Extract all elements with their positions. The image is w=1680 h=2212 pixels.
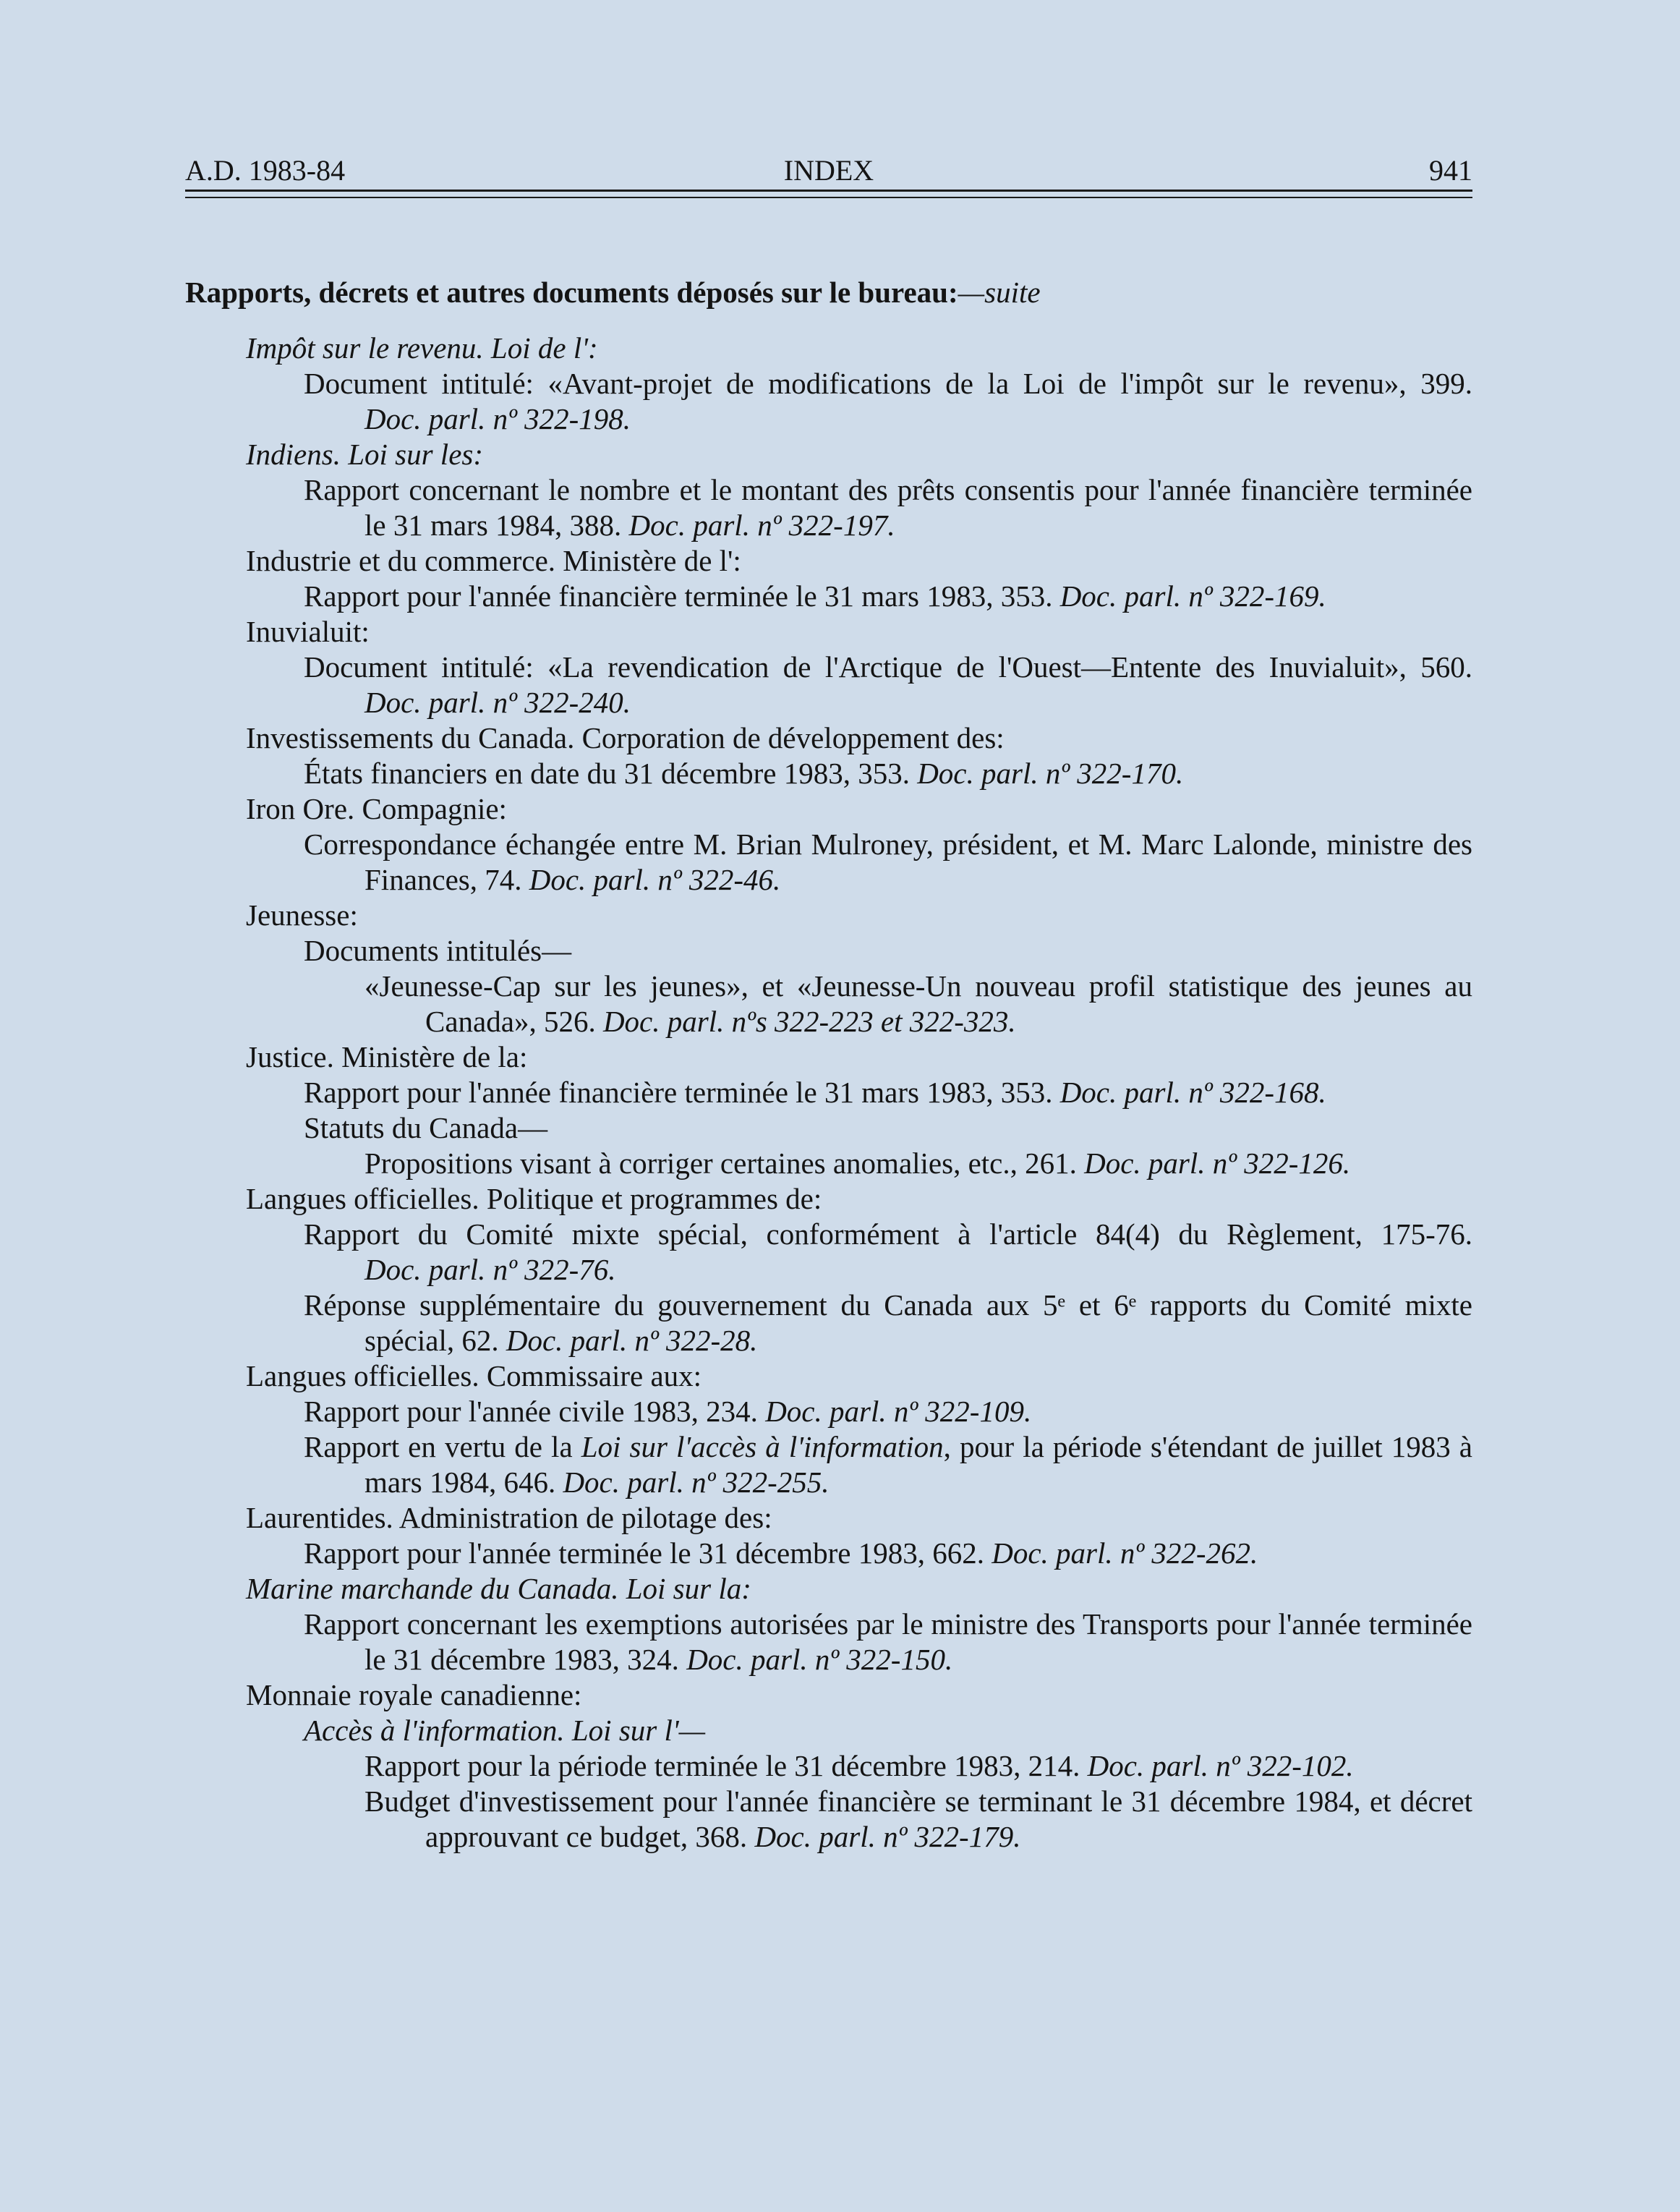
doc-reference: Doc. parl. nº 322-170.: [917, 757, 1184, 790]
entry-text: Monnaie royale canadienne:: [246, 1678, 582, 1711]
doc-reference: Doc. parl. nº 322-168.: [1059, 1076, 1326, 1109]
index-entry: [185, 1075, 1472, 1110]
index-entry: [185, 1571, 1472, 1607]
index-entry: [185, 366, 1472, 437]
entry-text: Rapport pour l'année civile 1983, 234.: [304, 1395, 758, 1428]
entry-text: Propositions visant à corriger certaines anomalies, etc., 261.: [364, 1147, 1077, 1180]
entry-text: Documents intitulés—: [304, 934, 572, 967]
entry-text: Langues officielles. Commissaire aux:: [246, 1359, 702, 1392]
entry-text: Budget d'investissement pour l'année financière se terminant le 31 décembre 1984, et décret approuvant ce budget, 368.: [364, 1785, 1472, 1853]
index-entry: [185, 898, 1472, 933]
header-rule-bottom: [185, 197, 1472, 198]
doc-reference: Doc. parl. nº 322-102.: [1087, 1749, 1354, 1782]
entry-text: Rapport pour l'année financière terminée le 31 mars 1983, 353.: [304, 1076, 1053, 1109]
index-entry: [185, 933, 1472, 969]
entry-text: Document intitulé: «La revendication de l'Arctique de l'Ouest—Entente des Inuvialuit», 560.: [304, 650, 1472, 684]
index-entry: [185, 1713, 1472, 1748]
entry-text: Marine marchande du Canada. Loi sur la:: [246, 1572, 751, 1605]
index-entry: [185, 1607, 1472, 1677]
entry-text-italic: Loi sur l'accès à l'information: [581, 1430, 944, 1463]
index-entry: [185, 1288, 1472, 1358]
index-entry: [185, 1039, 1472, 1075]
index-entries: [185, 331, 1472, 1855]
doc-reference: Doc. parl. nº 322-126.: [1084, 1147, 1351, 1180]
index-body: [185, 275, 1472, 1855]
index-entry: [185, 543, 1472, 579]
doc-reference: Doc. parl. nºs 322-223 et 322-323.: [602, 1005, 1016, 1038]
doc-reference: Doc. parl. nº 322-197.: [628, 509, 895, 542]
doc-reference: Doc. parl. nº 322-198.: [364, 402, 631, 435]
entry-text: Indiens. Loi sur les:: [246, 438, 483, 471]
entry-text: , pour la période s'étendant de juillet 1983 à mars 1984, 646.: [364, 1430, 1472, 1499]
index-entry: [185, 650, 1472, 720]
index-entry: [185, 1358, 1472, 1394]
index-entry: [185, 827, 1472, 898]
doc-reference: Doc. parl. nº 322-28.: [506, 1324, 758, 1357]
doc-reference: Doc. parl. nº 322-109.: [765, 1395, 1032, 1428]
index-entry: [185, 579, 1472, 614]
entry-text: Rapport pour l'année terminée le 31 décembre 1983, 662.: [304, 1536, 984, 1570]
doc-reference: Doc. parl. nº 322-255.: [563, 1466, 830, 1499]
entry-text: Inuvialuit:: [246, 615, 370, 648]
entry-text: Laurentides. Administration de pilotage des:: [246, 1501, 772, 1534]
entry-text: Accès à l'information. Loi sur l'—: [304, 1714, 706, 1747]
running-head: [185, 150, 1472, 191]
index-entry: [185, 437, 1472, 472]
entry-text: Rapport pour l'année financière terminée le 31 mars 1983, 353.: [304, 579, 1053, 613]
index-entry: [185, 720, 1472, 756]
doc-reference: Doc. parl. nº 322-262.: [992, 1536, 1258, 1570]
doc-reference: Doc. parl. nº 322-169.: [1059, 579, 1326, 613]
header-rule-top: [185, 190, 1472, 192]
index-entry: [185, 614, 1472, 650]
entry-text: Rapport concernant les exemptions autorisées par le ministre des Transports pour l'année terminée le 31 décembre 1983, 324.: [304, 1607, 1472, 1676]
entry-text: Rapport pour la période terminée le 31 décembre 1983, 214.: [364, 1749, 1080, 1782]
index-entry: [185, 1146, 1472, 1181]
entry-text: Rapport du Comité mixte spécial, conformément à l'article 84(4) du Règlement, 175-76.: [304, 1217, 1472, 1251]
entry-text: Rapport concernant le nombre et le montant des prêts consentis pour l'année financière terminée le 31 mars 1984, 388.: [304, 473, 1472, 542]
entry-text: «Jeunesse-Cap sur les jeunes», et «Jeunesse-Un nouveau profil statistique des jeunes au Canada», 526.: [364, 969, 1472, 1038]
entry-text: Statuts du Canada—: [304, 1111, 548, 1144]
entry-text: Investissements du Canada. Corporation de développement des:: [246, 721, 1005, 754]
doc-reference: Doc. parl. nº 322-240.: [364, 686, 631, 719]
index-entry: [185, 791, 1472, 827]
index-entry: [185, 472, 1472, 543]
section-heading: [185, 275, 1472, 310]
index-entry: [185, 1217, 1472, 1288]
index-entry: [185, 1536, 1472, 1571]
entry-text: Correspondance échangée entre M. Brian Mulroney, président, et M. Marc Lalonde, ministre des Finances, 74.: [304, 828, 1472, 896]
index-entry: [185, 1394, 1472, 1429]
doc-reference: Doc. parl. nº 322-179.: [754, 1820, 1021, 1853]
header-year: A.D. 1983-84: [185, 154, 346, 187]
section-heading-suffix: —suite: [958, 276, 1041, 309]
entry-text: Impôt sur le revenu. Loi de l':: [246, 331, 598, 365]
header-title: INDEX: [783, 154, 874, 187]
entry-text: Jeunesse:: [246, 898, 358, 932]
index-entry: [185, 1429, 1472, 1500]
entry-text: Document intitulé: «Avant-projet de modifications de la Loi de l'impôt sur le revenu», 399.: [304, 367, 1472, 400]
entry-text: Industrie et du commerce. Ministère de l':: [246, 544, 741, 577]
index-entry: [185, 1748, 1472, 1784]
index-entry: [185, 969, 1472, 1039]
index-entry: [185, 1181, 1472, 1217]
entry-text: Réponse supplémentaire du gouvernement du Canada aux 5ᵉ et 6ᵉ rapports du Comité mixte spécial, 62.: [304, 1288, 1472, 1357]
entry-text: Iron Ore. Compagnie:: [246, 792, 507, 825]
entry-text: Rapport en vertu de la: [304, 1430, 581, 1463]
index-entry: [185, 1500, 1472, 1536]
doc-reference: Doc. parl. nº 322-76.: [364, 1253, 616, 1286]
entry-text: Langues officielles. Politique et programmes de:: [246, 1182, 822, 1215]
index-entry: [185, 1784, 1472, 1855]
index-entry: [185, 756, 1472, 791]
index-entry: [185, 1677, 1472, 1713]
entry-text: États financiers en date du 31 décembre 1983, 353.: [304, 757, 910, 790]
entry-text: Justice. Ministère de la:: [246, 1040, 528, 1073]
section-heading-bold: Rapports, décrets et autres documents déposés sur le bureau:: [185, 276, 958, 309]
index-entry: [185, 1110, 1472, 1146]
page-number: 941: [1429, 154, 1472, 187]
doc-reference: Doc. parl. nº 322-46.: [529, 863, 781, 896]
doc-reference: Doc. parl. nº 322-150.: [686, 1643, 953, 1676]
index-entry: [185, 331, 1472, 366]
